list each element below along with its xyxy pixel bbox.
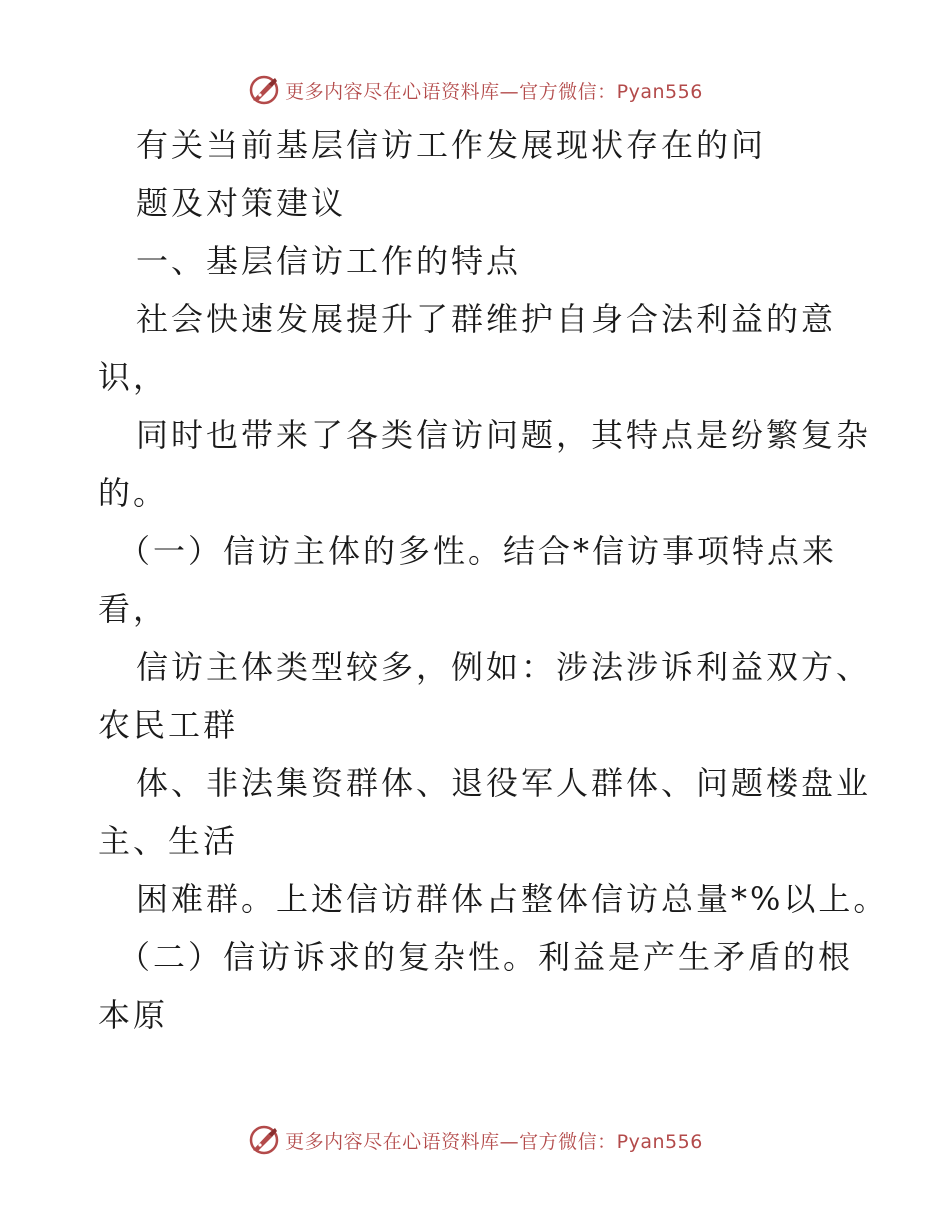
paragraph-line: 识， (98, 358, 169, 396)
paragraph-line: 本原 (98, 996, 169, 1034)
paragraph-line: 农民工群 (98, 706, 239, 744)
paragraph-line: 主、生活 (98, 822, 239, 860)
banner-text: 更多内容尽在心语资料库—官方微信：Pyan556 (285, 80, 703, 103)
header-banner (0, 70, 950, 110)
paragraph-line: 信访主体类型较多，例如：涉法涉诉利益双方、 (136, 648, 872, 686)
subsection-line: （一）信访主体的多性。结合*信访事项特点来 (118, 532, 838, 570)
paragraph-line: 看， (98, 590, 169, 628)
subsection-line: （二）信访诉求的复杂性。利益是产生矛盾的根 (118, 938, 854, 976)
document-title-line: 题及对策建议 (136, 184, 347, 222)
section-heading: 一、基层信访工作的特点 (136, 242, 522, 280)
document-title-line: 有关当前基层信访工作发展现状存在的问 (136, 126, 767, 164)
banner-text: 更多内容尽在心语资料库—官方微信：Pyan556 (285, 1130, 703, 1153)
footer-banner (0, 1120, 950, 1160)
pen-nib-logo-icon (247, 73, 281, 107)
pen-nib-logo-icon (247, 1123, 281, 1157)
paragraph-line: 的。 (98, 474, 169, 512)
paragraph-line: 社会快速发展提升了群维护自身合法利益的意 (136, 300, 837, 338)
paragraph-line: 困难群。上述信访群体占整体信访总量*%以上。 (136, 880, 889, 918)
paragraph-line: 体、非法集资群体、退役军人群体、问题楼盘业 (136, 764, 872, 802)
paragraph-line: 同时也带来了各类信访问题，其特点是纷繁复杂 (136, 416, 872, 454)
